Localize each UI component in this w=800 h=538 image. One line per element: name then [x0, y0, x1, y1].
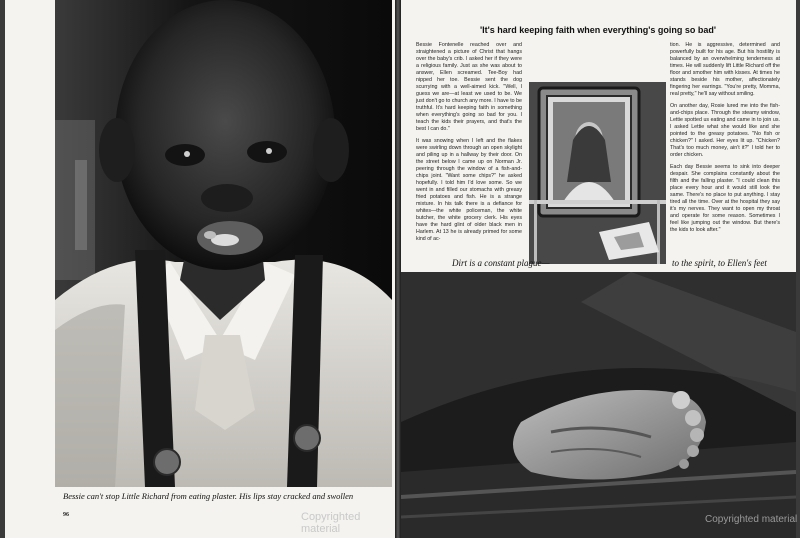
paragraph: Each day Bessie seems to sink into deeper despair. She complains constantly about the filth and the falling plaster. "I could clean this place every hour and it would still look the same. There's no place to put anything. I stay tired all the time. Over at the hospital they say it's my nerves. They want to open my throat and operate for some reason. Sometimes I feel like jumping out the window. But there's the kids to look after.": [670, 164, 780, 233]
copyright-watermark-left: Copyrighted material: [301, 511, 361, 535]
article-headline: 'It's hard keeping faith when everything's going so bad': [479, 25, 717, 35]
boy-portrait-photo: [55, 0, 392, 487]
paragraph: On another day, Rosie lured me into the fish-and-chips place. Through the steamy window, Lettie spotted us eating and came in to join us. I asked Lettie what she would like and she pointed to the greasy potatoes. "No fish or chicken?" I asked. Her eyes lit up. "Chicken? That's too much money, ain't it?" I told her to order chicken.: [670, 103, 780, 158]
text-column-left: [416, 42, 522, 248]
left-page-caption: Bessie can't stop Little Richard from eating plaster. His lips stay cracked and swollen: [63, 491, 354, 501]
paragraph: tion. He is aggressive, determined and powerfully built for his age. But his hostility is balanced by an overwhelming tenderness at times. He will suddenly lift Little Richard off the floor and smother him with kisses. At times he stands beside his mother, affectionately fingering her earrings. "You're pretty, Momma, real pretty," he'll say without smiling.: [670, 42, 780, 97]
left-page: [5, 0, 395, 538]
copyright-watermark-right: Copyrighted material: [705, 514, 798, 525]
framed-jesus-picture-photo: [529, 82, 666, 264]
right-caption-part2: to the spirit, to Ellen's feet: [672, 258, 767, 268]
feet-photo: [401, 272, 796, 538]
paragraph: Bessie Fontenelle reached over and straightened a picture of Christ that hangs over the baby's crib. I asked her if they were a religious family. Just as she was about to answer, Ellen screamed. Tee-Boy had nipped her toe. Bessie sent the dog scurrying with a well-aimed kick. "Well, I guess we are—at least we used to be. We just don't go to church any more. I have to be truthful. It's hard keeping faith in something when everything's going so bad for you. I teach the kids their prayers, and that's the best I can do.": [416, 42, 522, 132]
page-number: 96: [63, 512, 69, 518]
text-column-right: [670, 42, 780, 239]
paragraph: It was snowing when I left and the flakes were swirling down through an open skylight and piling up in a hallway by their door. On the street below I came up on Norman Jr. peering through the window of a fish-and-chips joint. "Want some chips?" he asked hopefully. I told him I'd love some. So we went in and filled our stomachs with greasy fried potatoes and fish. He is a strange mixture. In his talk there is a defiance for whites—the white policeman, the white butcher, the white grocery clerk. His eyes have the hard glint of older black men in Harlem. At 13 he is already primed for some kind of ac-: [416, 138, 522, 242]
right-caption-part1: Dirt is a constant plague—: [452, 258, 550, 268]
